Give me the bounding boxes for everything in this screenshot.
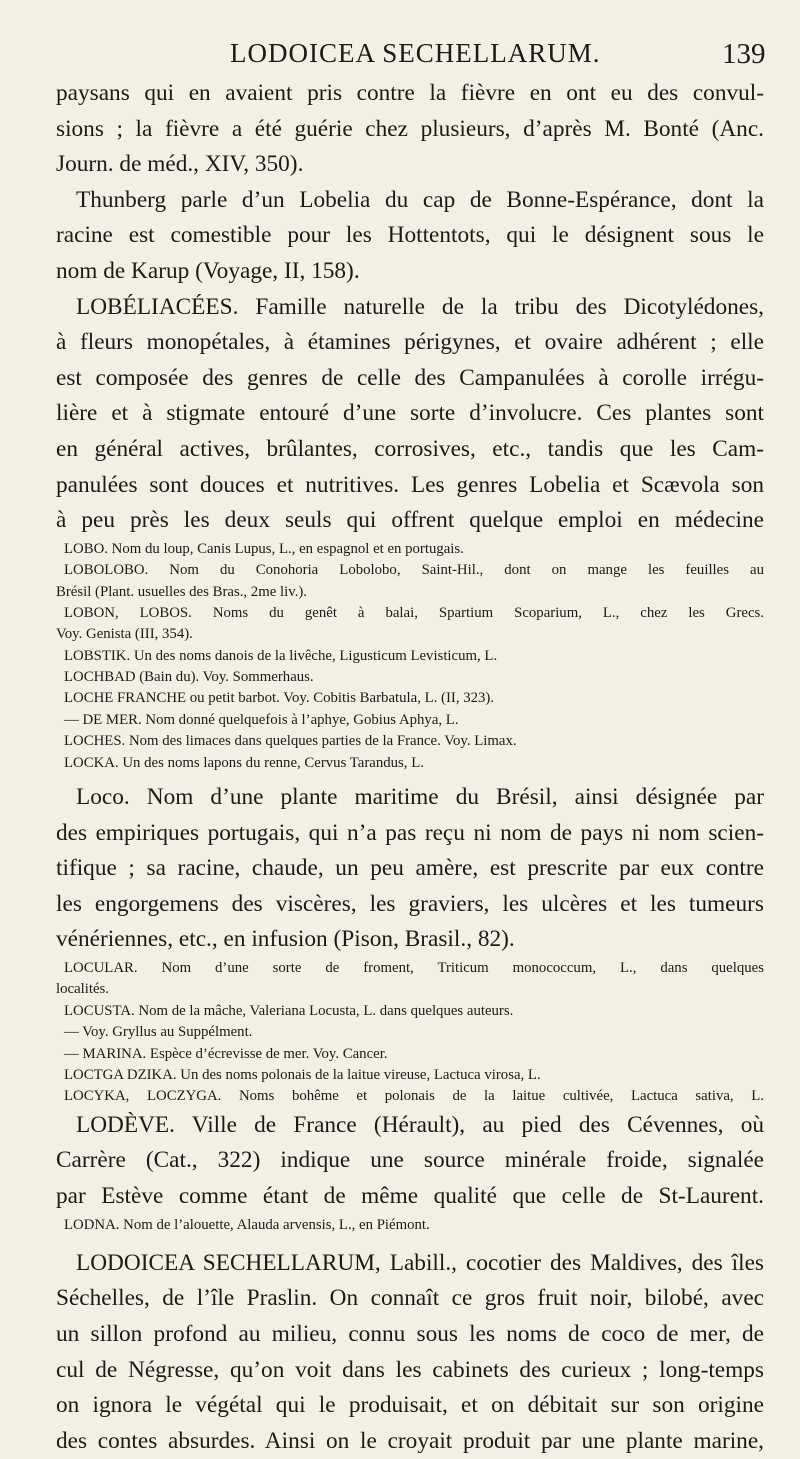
text-line: Carrère (Cat., 322) indique une source minérale froide, signalée — [56, 1147, 764, 1174]
text-line: localités. — [56, 981, 110, 998]
body-text — [56, 76, 764, 1459]
text-line: vénériennes, etc., en infusion (Pison, Brasil., 82). — [56, 926, 515, 953]
text-line: un sillon profond au milieu, connu sous les noms de coco de mer, de — [56, 1321, 764, 1348]
text-line: on ignora le végétal qui le produisait, et on débitait sur son origine — [56, 1392, 764, 1419]
text-line: les engorgemens des viscères, les graviers, les ulcères et les tumeurs — [56, 890, 764, 917]
text-line: Brésil (Plant. usuelles des Bras., 2me liv.). — [56, 583, 307, 600]
text-line: LOBOLOBO. Nom du Conohoria Lobolobo, Saint-Hil., dont on mange les feuilles au — [64, 562, 764, 579]
running-title: LODOICEA SECHELLARUM. — [230, 38, 601, 68]
text-line: nom de Karup (Voyage, II, 158). — [56, 257, 360, 284]
text-line: cul de Négresse, qu’on voit dans les cabinets des curieux ; long-temps — [56, 1356, 764, 1383]
text-line: LODOICEA SECHELLARUM, Labill., cocotier des Maldives, des îles — [76, 1249, 764, 1276]
text-line: LOCYKA, LOCZYGA. Noms bohême et polonais de la laitue cultivée, Lactuca sativa, L. — [64, 1088, 764, 1105]
text-line: — DE MER. Nom donné quelquefois à l’aphye, Gobius Aphya, L. — [64, 711, 459, 728]
text-line: LOCHE FRANCHE ou petit barbot. Voy. Cobitis Barbatula, L. (II, 323). — [64, 690, 495, 707]
text-line: LOCTGA DZIKA. Un des noms polonais de la laitue vireuse, Lactuca virosa, L. — [64, 1066, 541, 1083]
text-line: sions ; la fièvre a été guérie chez plusieurs, d’après M. Bonté (Anc. — [56, 115, 764, 142]
text-line: à fleurs monopétales, à étamines périgynes, et ovaire adhérent ; elle — [56, 329, 764, 356]
text-line: LOCUSTA. Nom de la mâche, Valeriana Locusta, L. dans quelques auteurs. — [64, 1002, 514, 1019]
text-line: LOCHBAD (Bain du). Voy. Sommerhaus. — [64, 669, 314, 686]
text-line: — Voy. Gryllus au Suppélment. — [64, 1024, 253, 1041]
text-line: Séchelles, de l’île Praslin. On connaît ce gros fruit noir, bilobé, avec — [56, 1285, 764, 1312]
text-line: LOCULAR. Nom d’une sorte de froment, Triticum monococcum, L., dans quelques — [64, 959, 764, 976]
text-line: LOCKA. Un des noms lapons du renne, Cervus Tarandus, L. — [64, 754, 424, 771]
text-line: tifique ; sa racine, chaude, un peu amère, est prescrite par eux contre — [56, 855, 764, 882]
text-line: est composée des genres de celle des Campanulées à corolle irrégu- — [56, 364, 764, 391]
text-line: — MARINA. Espèce d’écrevisse de mer. Voy. Cancer. — [64, 1045, 388, 1062]
text-line: racine est comestible pour les Hottentots, qui le désignent sous le — [56, 222, 764, 249]
text-line: des contes absurdes. Ainsi on le croyait produit par une plante marine, — [56, 1427, 764, 1454]
text-line: paysans qui en avaient pris contre la fièvre en ont eu des convul- — [56, 80, 764, 106]
text-line: des empiriques portugais, qui n’a pas reçu ni nom de pays ni nom scien- — [56, 819, 764, 846]
text-line: en général actives, brûlantes, corrosives, etc., tandis que les Cam- — [56, 435, 764, 462]
text-line: Loco. Nom d’une plante maritime du Brésil, ainsi désignée par — [76, 784, 764, 811]
text-line: LODNA. Nom de l’alouette, Alauda arvensis, L., en Piémont. — [64, 1216, 430, 1233]
paragraph-gap — [56, 1236, 764, 1246]
page-header — [0, 38, 800, 78]
text-line: LOBON, LOBOS. Noms du genêt à balai, Spartium Scoparium, L., chez les Grecs. — [64, 604, 764, 621]
text-line: Voy. Genista (III, 354). — [56, 626, 193, 643]
text-line: LOBO. Nom du loup, Canis Lupus, L., en espagnol et en portugais. — [64, 540, 464, 557]
text-line: LODÈVE. Ville de France (Hérault), au pied des Cévennes, où — [76, 1111, 764, 1138]
text-line: par Estève comme étant de même qualité que celle de St-Laurent. — [56, 1182, 764, 1209]
text-line: Journ. de méd., XIV, 350). — [56, 151, 304, 178]
text-line: Thunberg parle d’un Lobelia du cap de Bonne-Espérance, dont la — [76, 186, 764, 213]
page-number: 139 — [722, 38, 766, 70]
text-line: LOBÉLIACÉES. Famille naturelle de la tribu des Dicotylédones, — [76, 293, 764, 320]
text-line: à peu près les deux seuls qui offrent quelque emploi en médecine — [56, 507, 764, 534]
text-line: LOCHES. Nom des limaces dans quelques parties de la France. Voy. Limax. — [64, 733, 517, 750]
text-line: panulées sont douces et nutritives. Les genres Lobelia et Scævola son — [56, 471, 764, 498]
text-line: LOBSTIK. Un des noms danois de la livêche, Ligusticum Levisticum, L. — [64, 647, 498, 664]
text-line: lière et à stigmate entouré d’une sorte d’involucre. Ces plantes sont — [56, 400, 764, 427]
